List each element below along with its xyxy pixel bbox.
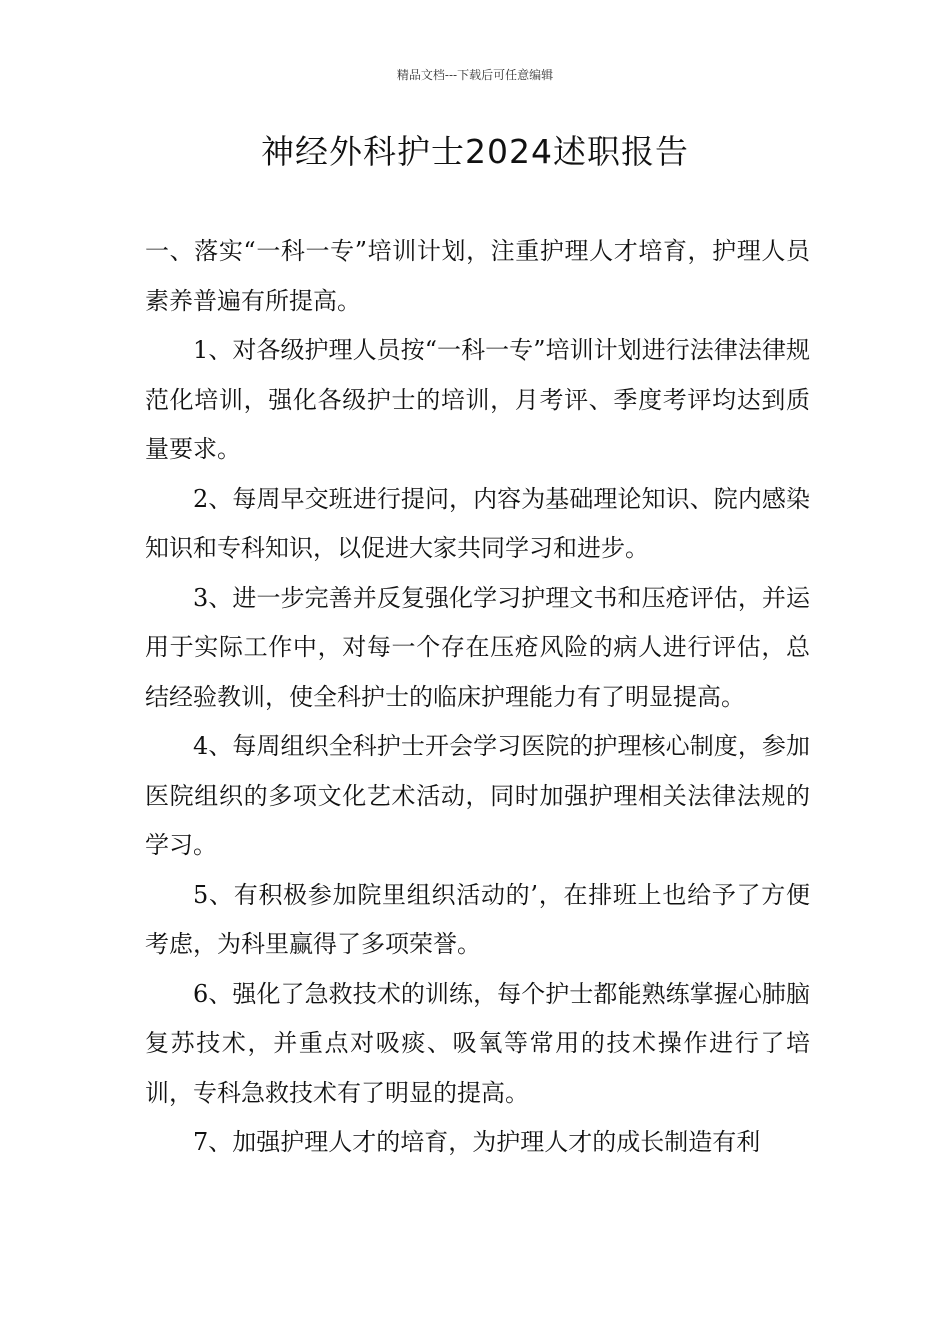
section-heading: 一、落实“一科一专”培训计划，注重护理人才培育，护理人员素养普遍有所提高。	[145, 237, 810, 315]
document-title: 神经外科护士2024述职报告	[261, 132, 689, 171]
list-item: 7、加强护理人才的培育，为护理人才的成长制造有利	[193, 1128, 761, 1156]
header-note: 精品文档---下载后可任意编辑	[396, 68, 554, 82]
list-item: 1、对各级护理人员按“一科一专”培训计划进行法律法律规范化培训，强化各级护士的培训，月考评、季度考评均达到质量要求。	[145, 336, 810, 463]
list-item: 6、强化了急救技术的训练，每个护士都能熟练掌握心肺脑复苏技术，并重点对吸痰、吸氧等常用的技术操作进行了培训，专科急救技术有了明显的提高。	[145, 979, 810, 1107]
list-item: 2、每周早交班进行提问，内容为基础理论知识、院内感染知识和专科知识，以促进大家共同学习和进步。	[145, 484, 810, 562]
document-body	[145, 227, 810, 1168]
list-item: 5、有积极参加院里组织活动的’，在排班上也给予了方便考虑，为科里赢得了多项荣誉。	[145, 880, 810, 958]
list-item: 4、每周组织全科护士开会学习医院的护理核心制度，参加医院组织的多项文化艺术活动，同时加强护理相关法律法规的学习。	[145, 732, 810, 859]
list-item: 3、进一步完善并反复强化学习护理文书和压疮评估，并运用于实际工作中，对每一个存在压疮风险的病人进行评估，总结经验教训，使全科护士的临床护理能力有了明显提高。	[145, 583, 810, 711]
